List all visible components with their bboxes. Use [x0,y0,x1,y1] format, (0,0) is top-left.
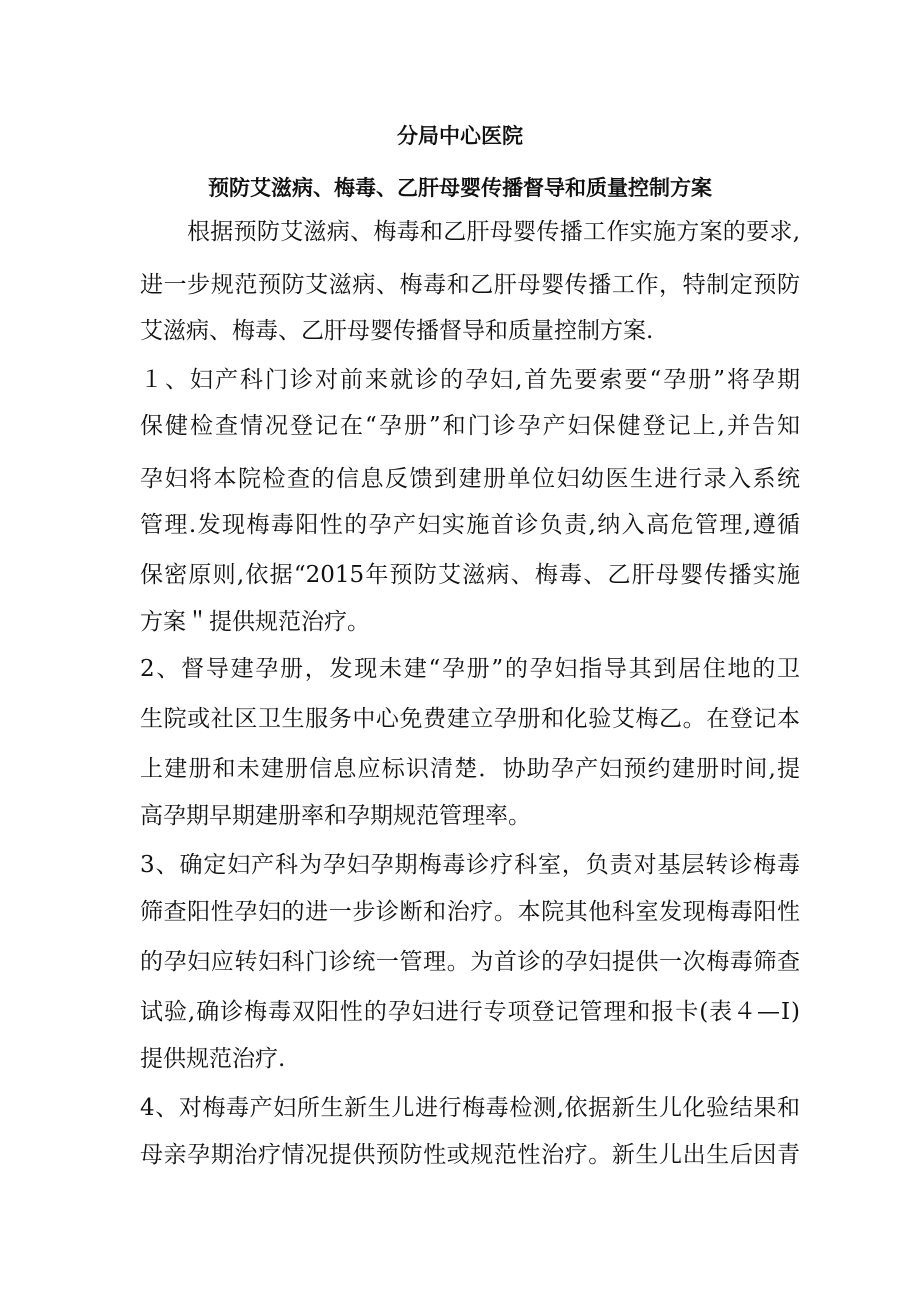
body-line: 进一步规范预防艾滋病、梅毒和乙肝母婴传播工作，特制定预防 [140,272,800,298]
body-line: 筛查阳性孕妇的进一步诊断和治疗。本院其他科室发现梅毒阳性 [140,899,800,925]
body-line: 上建册和未建册信息应标识清楚．协助孕产妇预约建册时间,提 [140,756,800,782]
hospital-title: 分局中心医院 [397,124,523,148]
body-line: 根据预防艾滋病、梅毒和乙肝母婴传播工作实施方案的要求, [187,219,800,245]
body-line: 试验,确诊梅毒双阳性的孕妇进行专项登记管理和报卡(表４—Ⅰ) [140,999,800,1025]
document-subtitle: 预防艾滋病、梅毒、乙肝母婴传播督导和质量控制方案 [208,176,712,200]
body-line: 管理.发现梅毒阳性的孕产妇实施首诊负责,纳入高危管理,遵循 [140,512,800,538]
body-line: 生院或社区卫生服务中心免费建立孕册和化验艾梅乙。在登记本 [140,706,800,732]
body-line: 3、确定妇产科为孕妇孕期梅毒诊疗科室，负责对基层转诊梅毒 [140,852,800,878]
body-line: 母亲孕期治疗情况提供预防性或规范性治疗。新生儿出生后因青 [140,1142,800,1168]
body-line: 保密原则,依据“2015年预防艾滋病、梅毒、乙肝母婴传播实施 [140,562,800,588]
body-line: 艾滋病、梅毒、乙肝母婴传播督导和质量控制方案. [140,318,654,344]
body-line: 的孕妇应转妇科门诊统一管理。为首诊的孕妇提供一次梅毒筛查 [140,949,800,975]
body-line: １、妇产科门诊对前来就诊的孕妇,首先要索要“孕册”将孕期 [140,367,800,393]
body-line: 保健检查情况登记在“孕册”和门诊孕产妇保健登记上,并告知 [140,413,800,439]
body-line: 方案＂提供规范治疗。 [140,609,370,635]
body-line: 高孕期早期建册率和孕期规范管理率。 [140,803,531,829]
body-line: 孕妇将本院检查的信息反馈到建册单位妇幼医生进行录入系统 [140,466,800,492]
body-line: 2、督导建孕册，发现未建“孕册”的孕妇指导其到居住地的卫 [140,656,800,682]
body-line: 4、对梅毒产妇所生新生儿进行梅毒检测,依据新生儿化验结果和 [140,1095,800,1121]
body-line: 提供规范治疗. [140,1046,286,1072]
